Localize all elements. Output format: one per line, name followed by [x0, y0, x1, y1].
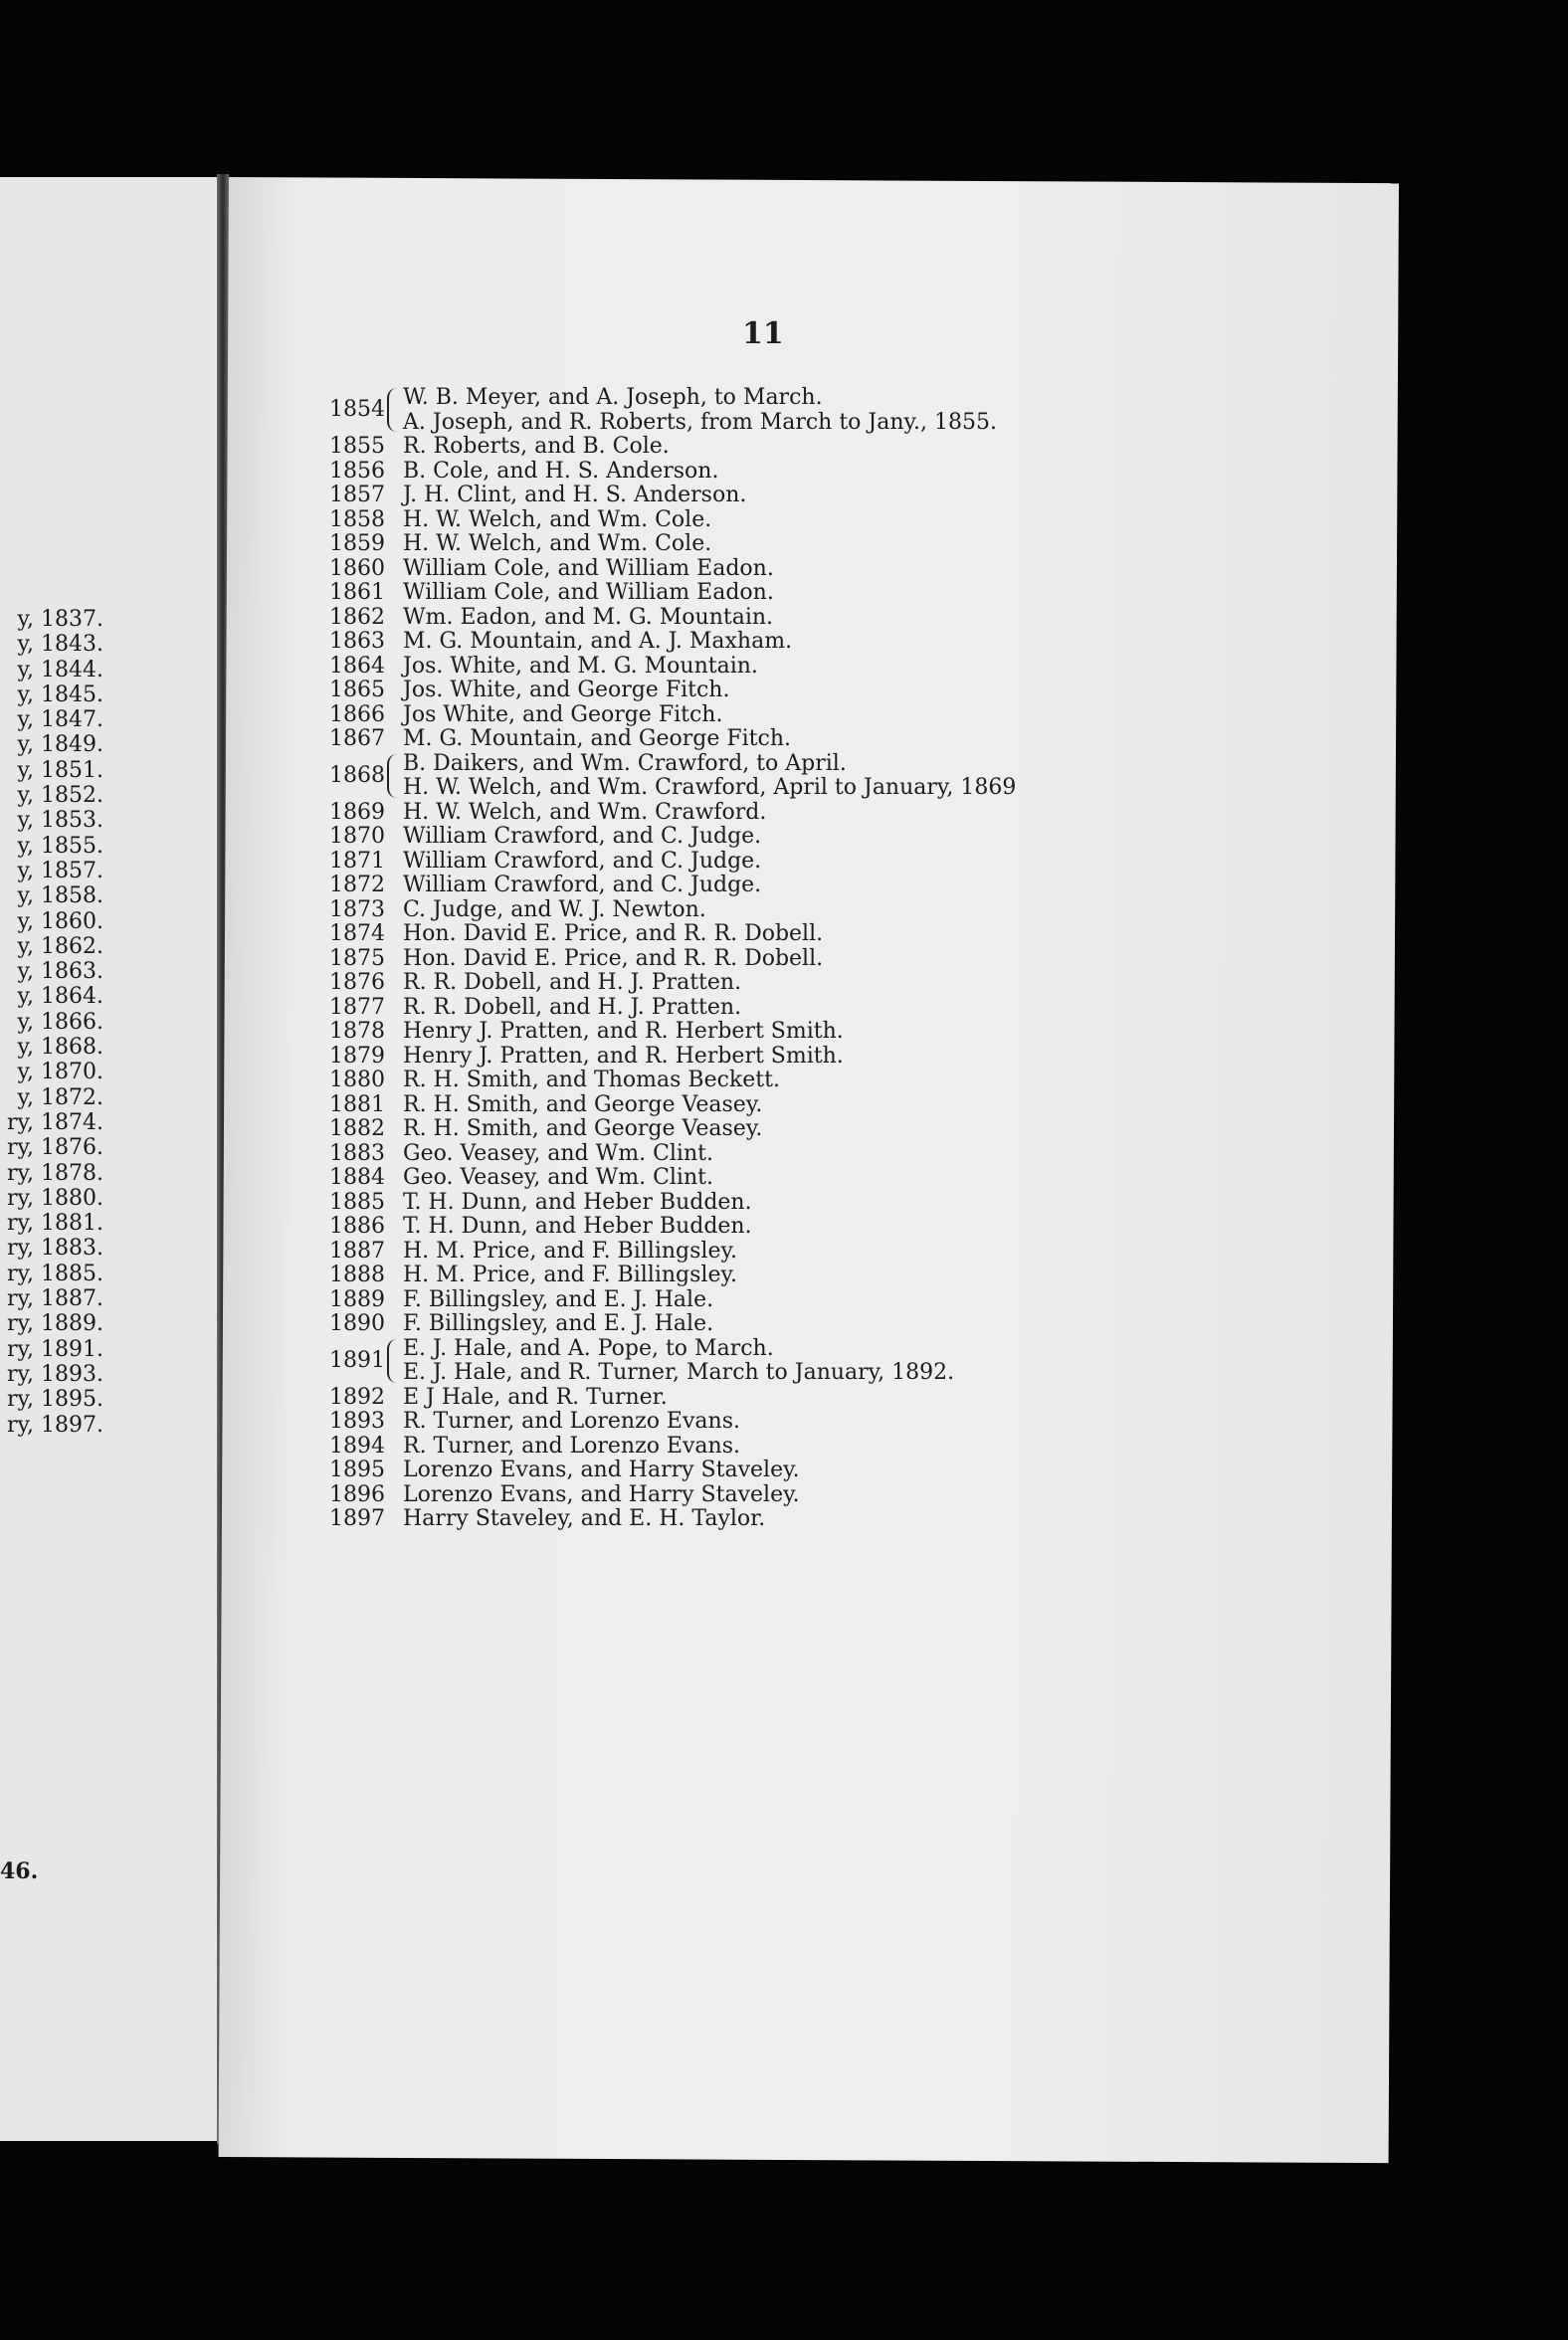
entry-row	[313, 898, 1229, 923]
entry-names: Hon. David E. Price, and R. R. Dobell.	[403, 921, 824, 946]
entry-names: W. B. Meyer, and A. Joseph, to March.	[403, 385, 823, 410]
entry-row	[313, 727, 1229, 752]
left-page-fragment: y, 1857.	[17, 858, 103, 883]
entry-row	[313, 679, 1229, 703]
entry-names: H. W. Welch, and Wm. Cole.	[403, 531, 712, 556]
page-number: 11	[742, 316, 784, 351]
entry-row	[313, 1191, 1229, 1216]
entry-names: Jos. White, and George Fitch.	[403, 678, 730, 702]
entry-year: 1868	[329, 762, 385, 788]
entry-row	[313, 435, 1229, 460]
left-page-fragment: ry, 1880.	[7, 1185, 103, 1211]
entry-year: 1890	[329, 1311, 385, 1336]
entry-row	[313, 1045, 1229, 1070]
entry-year: 1862	[329, 604, 385, 630]
entry-names: R. H. Smith, and Thomas Beckett.	[403, 1068, 780, 1092]
entry-year: 1895	[329, 1458, 385, 1482]
entry-year: 1864	[329, 653, 385, 679]
left-page-fragment: ry, 1887.	[7, 1286, 103, 1312]
entry-names: C. Judge, and W. J. Newton.	[403, 896, 706, 922]
entry-names: H. M. Price, and F. Billingsley.	[403, 1263, 737, 1287]
entry-row	[313, 947, 1229, 972]
entry-names: Harry Staveley, and E. H. Taylor.	[403, 1506, 766, 1531]
entry-row	[313, 1142, 1229, 1167]
left-page-fragment: ry, 1897.	[7, 1412, 103, 1438]
entry-names: Henry J. Pratten, and R. Herbert Smith.	[403, 1019, 844, 1044]
entry-year: 1860	[329, 555, 385, 581]
entry-row	[313, 1288, 1229, 1313]
officers-list	[313, 386, 1229, 1532]
entry-names: R. R. Dobell, and H. J. Pratten.	[403, 970, 742, 995]
entry-names: Jos. White, and M. G. Mountain.	[403, 653, 758, 679]
left-page-fragment: ry, 1893.	[7, 1361, 103, 1387]
entry-names: William Crawford, and C. Judge.	[403, 848, 762, 874]
left-page-fragment: y, 1868.	[17, 1035, 103, 1061]
entry-row	[313, 460, 1229, 485]
entry-names: Lorenzo Evans, and Harry Staveley.	[403, 1481, 800, 1507]
left-page-fragment: y, 1866.	[17, 1009, 103, 1035]
entry-year: 1883	[329, 1140, 385, 1166]
entry-names: William Cole, and William Eadon.	[403, 580, 774, 605]
entry-year: 1871	[329, 848, 385, 874]
entry-names: Lorenzo Evans, and Harry Staveley.	[403, 1458, 800, 1482]
entry-names: Henry J. Pratten, and R. Herbert Smith.	[403, 1043, 844, 1069]
brace-icon	[387, 1339, 397, 1383]
entry-names: H. M. Price, and F. Billingsley.	[403, 1238, 737, 1264]
brace-icon	[387, 754, 397, 798]
entry-names: Wm. Eadon, and M. G. Mountain.	[403, 604, 774, 630]
entry-row	[313, 1020, 1229, 1045]
entry-year: 1892	[329, 1384, 385, 1410]
entry-year: 1867	[329, 726, 385, 751]
entry-row	[313, 508, 1229, 533]
entry-row	[313, 630, 1229, 655]
entry-year: 1872	[329, 873, 385, 897]
left-page-fragment: y, 1870.	[17, 1060, 103, 1085]
left-page-fragment: y, 1858.	[17, 883, 103, 909]
entry-row	[313, 1312, 1229, 1337]
entry-year: 1856	[329, 458, 385, 484]
left-page-fragment: ry, 1883.	[7, 1236, 103, 1262]
entry-year: 1886	[329, 1214, 385, 1239]
entry-row	[313, 1410, 1229, 1435]
left-page-fragment: y, 1872.	[17, 1084, 103, 1110]
entry-year: 1863	[329, 629, 385, 654]
entry-year: 1887	[329, 1238, 385, 1264]
entry-names: F. Billingsley, and E. J. Hale.	[403, 1286, 714, 1312]
left-page-fragment: ry, 1891.	[7, 1336, 103, 1362]
entry-names: R. Roberts, and B. Cole.	[403, 434, 670, 459]
entry-row	[313, 1166, 1229, 1191]
entry-names: E. J. Hale, and R. Turner, March to January, 1892.	[403, 1360, 955, 1385]
entry-year: 1885	[329, 1189, 385, 1215]
left-page-fragments	[0, 607, 103, 1438]
left-page-fragment: y, 1853.	[17, 808, 103, 834]
left-page-fragment: y, 1860.	[17, 908, 103, 934]
entry-names: William Cole, and William Eadon.	[403, 555, 774, 581]
entry-row	[313, 801, 1229, 826]
entry-year: 1884	[329, 1165, 385, 1190]
left-page-fragment: y, 1847.	[17, 707, 103, 733]
left-page-fragment: ry, 1878.	[7, 1160, 103, 1186]
left-page-fragment: y, 1849.	[17, 732, 103, 758]
left-page	[0, 177, 217, 2141]
entry-year: 1874	[329, 921, 385, 946]
entry-names: T. H. Dunn, and Heber Budden.	[403, 1189, 752, 1215]
entry-row	[313, 1264, 1229, 1288]
entry-row	[313, 1093, 1229, 1118]
entry-year: 1889	[329, 1286, 385, 1312]
entry-row	[313, 484, 1229, 508]
entry-year: 1857	[329, 483, 385, 507]
entry-year: 1888	[329, 1263, 385, 1287]
entry-names: B. Daikers, and Wm. Crawford, to April.	[403, 750, 847, 776]
entry-year: 1882	[329, 1116, 385, 1141]
left-page-fragment: ry, 1881.	[7, 1211, 103, 1237]
entry-year: 1870	[329, 824, 385, 849]
entry-row	[313, 655, 1229, 680]
entry-year: 1877	[329, 994, 385, 1020]
entry-names: A. Joseph, and R. Roberts, from March to Jany., 1855.	[403, 409, 997, 435]
entry-names: E. J. Hale, and A. Pope, to March.	[403, 1335, 774, 1361]
left-page-fragment: y, 1852.	[17, 783, 103, 809]
entry-row	[313, 825, 1229, 850]
entry-row	[313, 874, 1229, 898]
entry-row	[313, 1240, 1229, 1265]
entry-year: 1879	[329, 1043, 385, 1069]
entry-row	[313, 1215, 1229, 1240]
entry-row	[313, 1386, 1229, 1411]
entry-row	[313, 971, 1229, 996]
entry-names: Hon. David E. Price, and R. R. Dobell.	[403, 945, 824, 971]
entry-names: F. Billingsley, and E. J. Hale.	[403, 1311, 714, 1336]
entry-year: 1893	[329, 1409, 385, 1434]
entry-names: R. R. Dobell, and H. J. Pratten.	[403, 994, 742, 1020]
left-page-fragment: y, 1837.	[17, 607, 103, 632]
entry-row	[313, 1337, 1229, 1386]
left-page-fragment: ry, 1876.	[7, 1135, 103, 1161]
left-page-fragment: y, 1845.	[17, 682, 103, 707]
entry-row	[313, 996, 1229, 1021]
left-page-fragment: ry, 1885.	[7, 1261, 103, 1286]
entry-names: Geo. Veasey, and Wm. Clint.	[403, 1140, 713, 1166]
entry-row	[313, 386, 1229, 435]
entry-names: M. G. Mountain, and George Fitch.	[403, 726, 791, 751]
entry-year: 1897	[329, 1506, 385, 1531]
entry-names: Jos White, and George Fitch.	[403, 701, 723, 727]
entry-year: 1854	[329, 397, 385, 422]
entry-year: 1858	[329, 506, 385, 532]
left-page-fragment: ry, 1895.	[7, 1387, 103, 1413]
entry-year: 1861	[329, 580, 385, 605]
entry-year: 1859	[329, 531, 385, 556]
entry-year: 1896	[329, 1481, 385, 1507]
entry-names: H. W. Welch, and Wm. Crawford.	[403, 799, 767, 825]
entry-names: M. G. Mountain, and A. J. Maxham.	[403, 629, 793, 654]
left-page-fragment: y, 1855.	[17, 833, 103, 859]
left-page-fragment: ry, 1889.	[7, 1311, 103, 1337]
entry-row	[313, 703, 1229, 728]
entry-year: 1873	[329, 896, 385, 922]
entry-row	[313, 1459, 1229, 1483]
entry-names: H. W. Welch, and Wm. Cole.	[403, 506, 712, 532]
entry-names: R. Turner, and Lorenzo Evans.	[403, 1433, 740, 1459]
entry-names: R. Turner, and Lorenzo Evans.	[403, 1409, 740, 1434]
left-page-footer: 46.	[0, 1858, 39, 1884]
entry-row	[313, 606, 1229, 631]
left-page-fragment: y, 1864.	[17, 984, 103, 1010]
left-page-fragment: y, 1844.	[17, 657, 103, 682]
entry-row	[313, 1069, 1229, 1093]
entry-row	[313, 922, 1229, 947]
entry-names: E J Hale, and R. Turner.	[403, 1384, 668, 1410]
entry-row	[313, 752, 1229, 801]
entry-year: 1865	[329, 678, 385, 702]
left-page-fragment: y, 1843.	[17, 632, 103, 658]
left-page-fragment: ry, 1874.	[7, 1109, 103, 1135]
entry-year: 1869	[329, 799, 385, 825]
entry-year: 1891	[329, 1347, 385, 1373]
entry-year: 1894	[329, 1433, 385, 1459]
entry-names: William Crawford, and C. Judge.	[403, 824, 762, 849]
entry-names: R. H. Smith, and George Veasey.	[403, 1116, 763, 1141]
entry-row	[313, 581, 1229, 606]
entry-names: William Crawford, and C. Judge.	[403, 873, 762, 897]
entry-names: J. H. Clint, and H. S. Anderson.	[403, 483, 747, 507]
left-page-fragment: y, 1863.	[17, 959, 103, 985]
entry-year: 1881	[329, 1091, 385, 1117]
entry-year: 1878	[329, 1019, 385, 1044]
entry-names: B. Cole, and H. S. Anderson.	[403, 458, 719, 484]
entry-row	[313, 1483, 1229, 1508]
left-page-fragment: y, 1862.	[17, 933, 103, 959]
left-page-fragment: y, 1851.	[17, 757, 103, 783]
entry-year: 1866	[329, 701, 385, 727]
entry-row	[313, 850, 1229, 875]
entry-names: H. W. Welch, and Wm. Crawford, April to January, 1869	[403, 775, 1017, 800]
entry-year: 1880	[329, 1068, 385, 1092]
entry-year: 1855	[329, 434, 385, 459]
entry-year: 1875	[329, 945, 385, 971]
entry-row	[313, 1435, 1229, 1460]
entry-row	[313, 532, 1229, 557]
entry-names: Geo. Veasey, and Wm. Clint.	[403, 1165, 713, 1190]
entry-names: T. H. Dunn, and Heber Budden.	[403, 1214, 752, 1239]
entry-year: 1876	[329, 970, 385, 995]
brace-icon	[387, 388, 397, 432]
entry-row	[313, 557, 1229, 582]
entry-row	[313, 1507, 1229, 1532]
entry-names: R. H. Smith, and George Veasey.	[403, 1091, 763, 1117]
entry-row	[313, 1117, 1229, 1142]
